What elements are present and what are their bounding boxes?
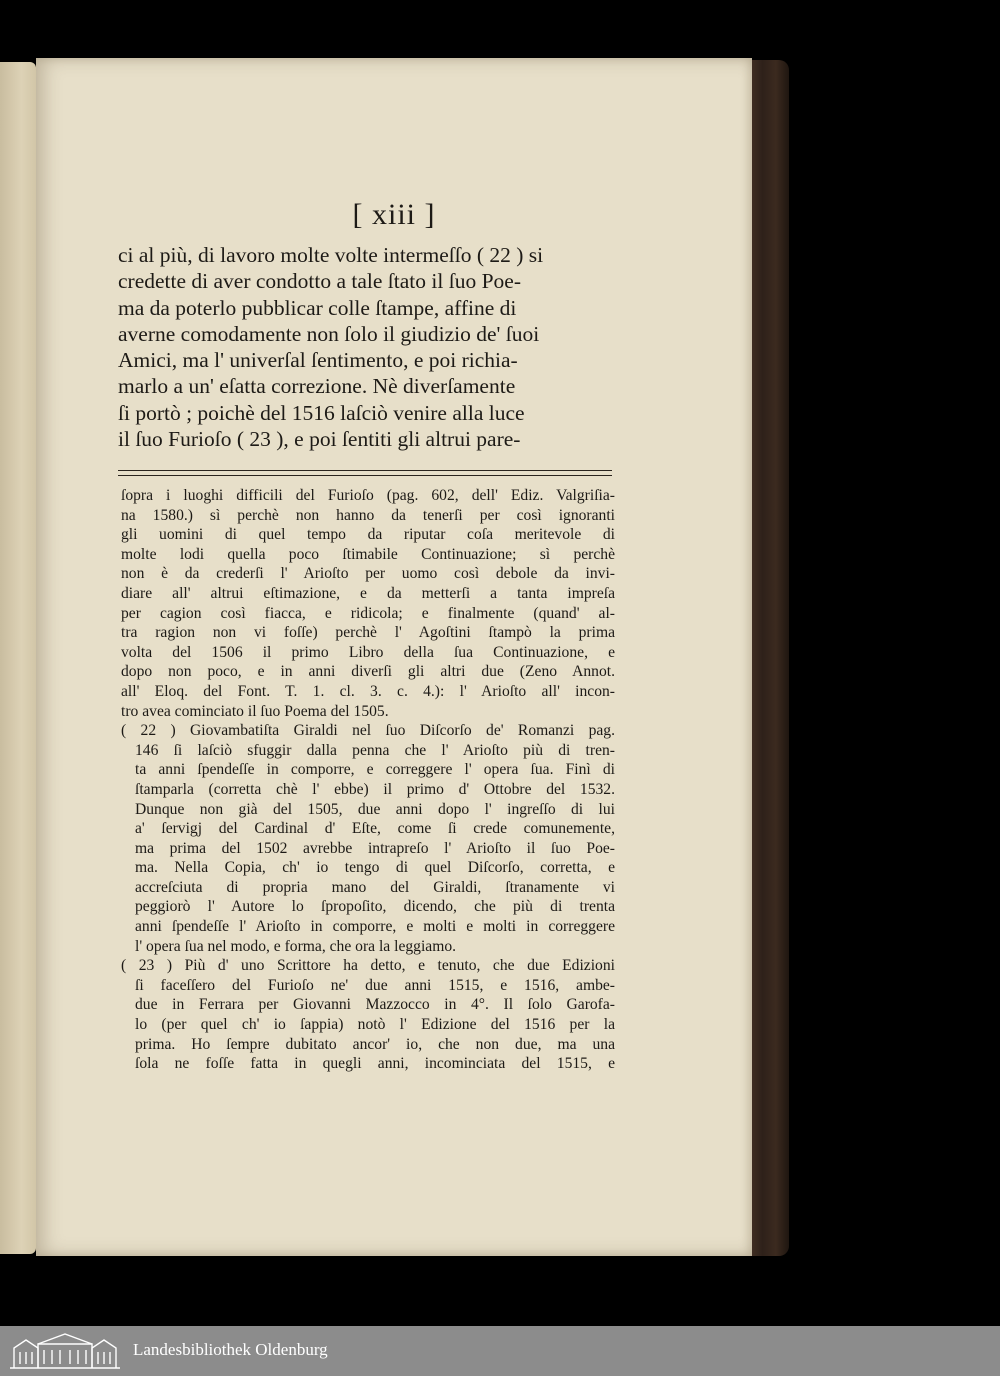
footnote-line: Dunque non già del 1505, due anni dopo l' ingreſſo di lui (135, 800, 615, 818)
footnote-line: ma. Nella Copia, ch' io tengo di quel Diſcorſo, corretta, e (135, 859, 615, 877)
footnote-line: l' opera ſua nel modo, e forma, che ora la leggiamo. (135, 937, 457, 955)
text-line: ma da poterlo pubblicar colle ſtampe, affine di (118, 295, 517, 320)
text-line: il ſuo Furioſo ( 23 ), e poi ſentiti gli altrui pare- (118, 427, 521, 452)
footnote-line: molte lodi quella poco ſtimabile Continuazione; sì perchè (121, 545, 615, 563)
footnote-line: tro avea cominciato il ſuo Poema del 1505. (121, 702, 389, 720)
text-line: Amici, ma l' univerſal ſentimento, e poi richia- (118, 348, 518, 373)
footnote-line: volta del 1506 il primo Libro della ſua Continuazione, e (121, 643, 615, 661)
footnote-line: ſi faceſſero del Furioſo ne' due anni 1515, e 1516, ambe- (135, 976, 615, 994)
footnote-line: tra ragion non vi foſſe) perchè l' Agoſtini ſtampò la prima (121, 624, 615, 642)
book-page (36, 58, 752, 1256)
footnote-line: ( 22 ) Giovambatiſta Giraldi nel ſuo Diſcorſo de' Romanzi pag. (121, 722, 615, 740)
footnote-line: due in Ferrara per Giovanni Mazzocco in 4°. Il ſolo Garofa- (135, 996, 615, 1014)
main-text (118, 242, 624, 452)
footnote-line: ſola ne foſſe fatta in quegli anni, incominciata del 1515, e (135, 1055, 615, 1073)
footnote-line: ( 23 ) Più d' uno Scrittore ha detto, e tenuto, che due Edizioni (121, 957, 615, 975)
footnote-line: a' ſervigj del Cardinal d' Eſte, come ſi crede comunemente, (135, 820, 615, 838)
text-line: credette di aver condotto a tale ſtato il ſuo Poe- (118, 269, 521, 294)
text-line: ſi portò ; poichè del 1516 laſciò venire alla luce (118, 400, 525, 425)
footnotes (121, 486, 615, 1074)
footnote-line: accreſciuta di propria mano del Giraldi, ſtranamente vi (135, 878, 615, 896)
footnote-line: prima. Ho ſempre dubitato ancor' io, che non due, ma una (135, 1035, 615, 1053)
footnote-line: ſopra i luoghi difficili del Furioſo (pag. 602, dell' Ediz. Valgriſia- (121, 487, 615, 504)
footnote-line: diare all' altrui eſtimazione, e da metterſi a tanta impreſa (121, 584, 615, 602)
footnote-line: peggiorò l' Autore lo ſpropoſito, dicendo, che più di trenta (135, 898, 615, 916)
footnote-line: na 1580.) sì perchè non hanno da tenerſi per così ignoranti (121, 506, 615, 524)
text-line: averne comodamente non ſolo il giudizio de' ſuoi (118, 321, 540, 346)
text-line: marlo a un' eſatta correzione. Nè diverſamente (118, 374, 516, 399)
footnote-line: non è da crederſi l' Arioſto per uomo così debole da invi- (121, 565, 615, 583)
footnote-line: all' Eloq. del Font. T. 1. cl. 3. c. 4.): l' Arioſto all' incon- (121, 682, 615, 700)
footnote-line: ſtamparla (corretta chè l' ebbe) il primo d' Ottobre del 1532. (135, 780, 615, 798)
footnote-line: anni ſpendeſſe l' Arioſto in comporre, e molti e molti in correggere (135, 918, 615, 936)
footnote-line: ta anni ſpendeſſe in comporre, e correggere l' opera ſua. Finì di (135, 761, 615, 779)
footnote-separator (118, 470, 612, 476)
page-number: [ xiii ] (352, 198, 436, 231)
footnote-line: 146 ſi laſciò sfuggir dalla penna che l' Arioſto più di tren- (135, 741, 615, 759)
footnote-line: gli uomini di quel tempo da riputar coſa meritevole di (121, 526, 615, 544)
footnote-line: dopo non poco, e in anni diverſi gli altri due (Zeno Annot. (121, 663, 615, 681)
footnote-line: ma prima del 1502 avrebbe intrapreſo l' Arioſto il ſuo Poe- (135, 839, 615, 857)
footer-bar (0, 1326, 1000, 1376)
text-line: ci al più, di lavoro molte volte intermeſſo ( 22 ) si (118, 243, 544, 267)
library-building-icon (8, 1332, 122, 1370)
footnote-line: lo (per quel ch' io ſappia) notò l' Edizione del 1516 per la (135, 1016, 615, 1034)
library-name: Landesbibliothek Oldenburg (133, 1340, 328, 1359)
facing-page-edge (0, 62, 36, 1254)
footnote-line: per cagion così fiacca, e ridicola; e finalmente (quand' al- (121, 604, 615, 622)
